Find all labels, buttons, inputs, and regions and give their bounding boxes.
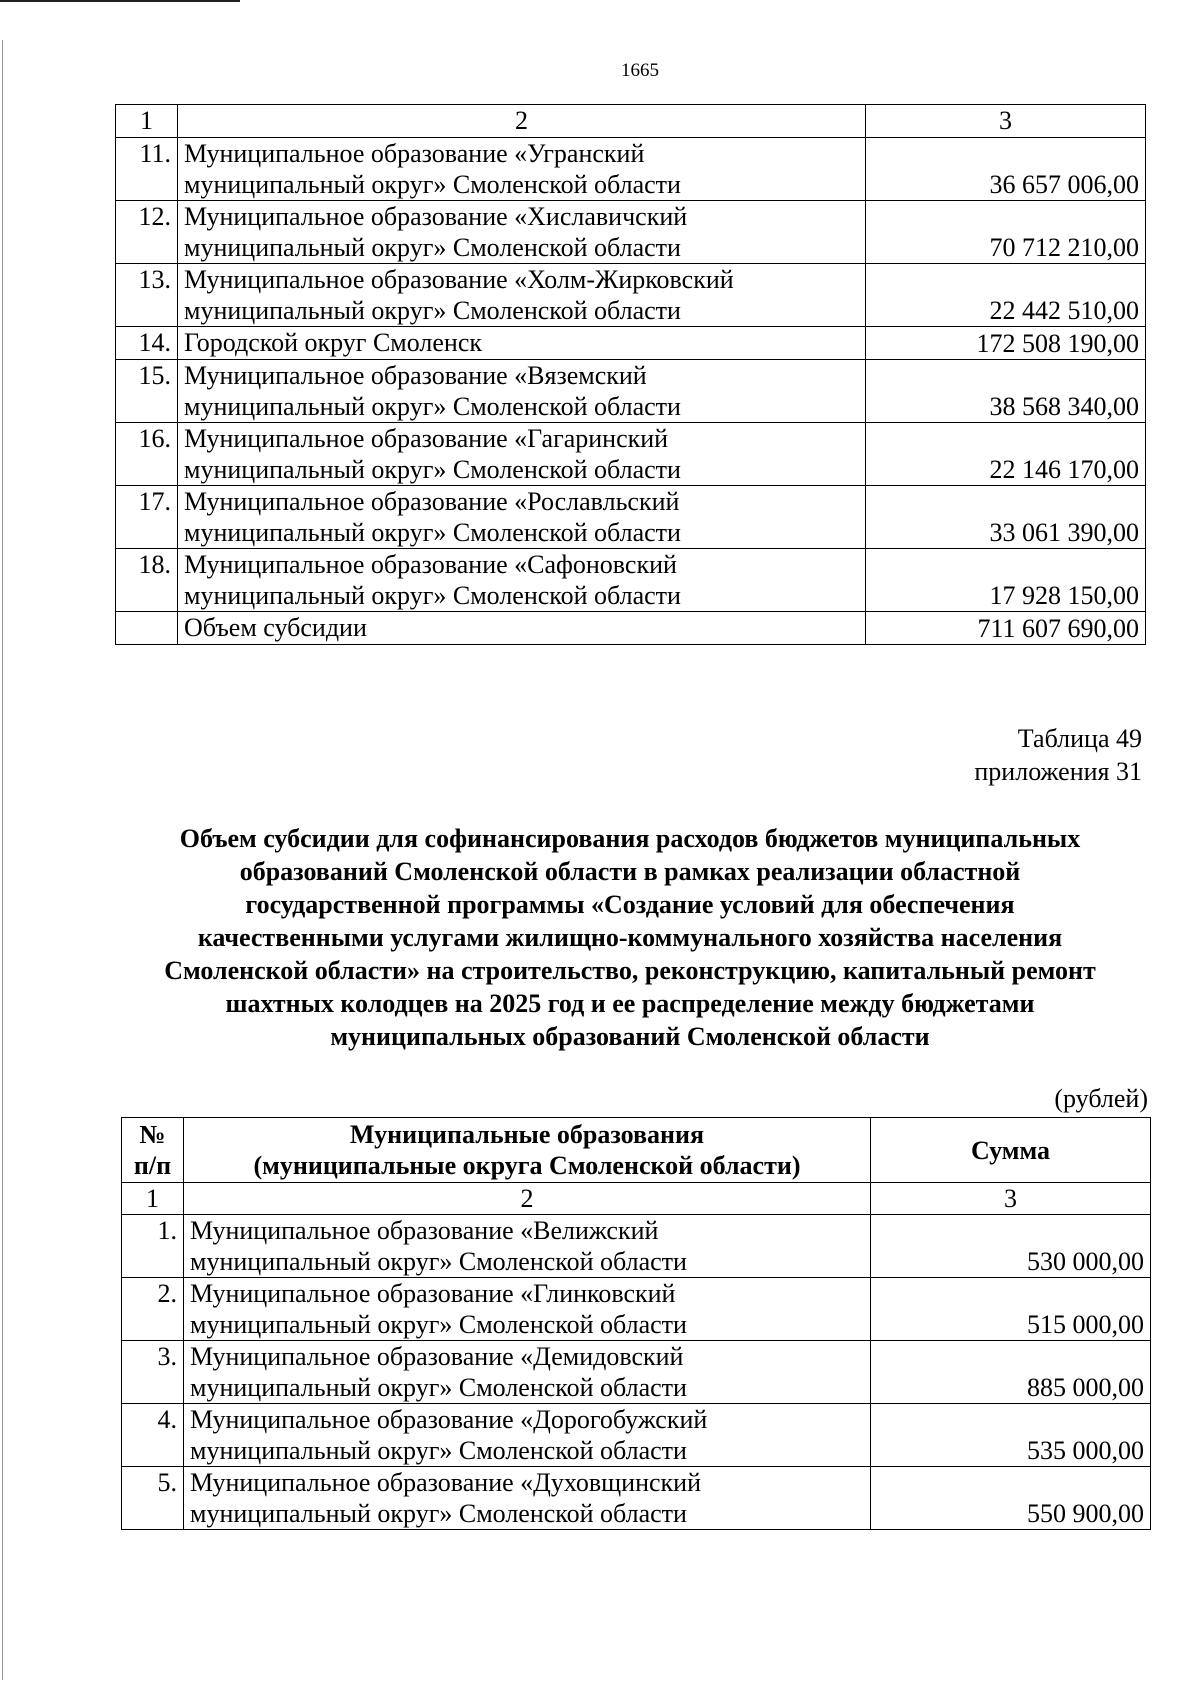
table-reference [974, 722, 1142, 788]
row-number: 15. [116, 360, 178, 423]
name-line-1: Муниципальное образование «Демидовский [190, 1342, 684, 1371]
title-line: муниципальных образований Смоленской области [330, 1022, 930, 1051]
municipality-name [184, 1404, 871, 1467]
table-row [122, 1404, 1151, 1467]
subsidy-table-49 [121, 1117, 1151, 1530]
municipality-name [184, 1467, 871, 1530]
municipality-name [184, 1215, 871, 1278]
column-header-municipality [184, 1118, 871, 1183]
table-row [122, 1341, 1151, 1404]
column-header-number-line-2: п/п [133, 1151, 172, 1180]
name-line-1: Муниципальное образование «Велижский [190, 1216, 659, 1245]
subsidy-amount: 17 928 150,00 [866, 549, 1146, 612]
total-amount: 711 607 690,00 [866, 612, 1146, 645]
municipality-name [184, 1341, 871, 1404]
column-header-sum: Сумма [871, 1118, 1151, 1183]
subsidy-amount: 38 568 340,00 [866, 360, 1146, 423]
units-label: (рублей) [1054, 1084, 1148, 1113]
name-line-2: муниципальный округ» Смоленской области [184, 455, 681, 484]
table-row [116, 486, 1146, 549]
subsidy-amount: 530 000,00 [871, 1215, 1151, 1278]
row-number: 5. [122, 1467, 184, 1530]
name-line-2: муниципальный округ» Смоленской области [184, 296, 681, 325]
row-number: 18. [116, 549, 178, 612]
name-line-2: муниципальный округ» Смоленской области [190, 1499, 687, 1528]
name-line-2: муниципальный округ» Смоленской области [190, 1310, 687, 1339]
row-number: 14. [116, 327, 178, 360]
subsidy-amount: 535 000,00 [871, 1404, 1151, 1467]
municipality-name [184, 1278, 871, 1341]
municipality-name [178, 138, 866, 201]
municipality-name: Городской округ Смоленск [178, 327, 866, 360]
row-number: 4. [122, 1404, 184, 1467]
title-line: Объем субсидии для софинансирования расходов бюджетов муниципальных [179, 824, 1081, 853]
scan-edge-top [0, 0, 240, 2]
total-label: Объем субсидии [178, 612, 866, 645]
name-line-2: муниципальный округ» Смоленской области [190, 1247, 687, 1276]
subsidy-amount: 36 657 006,00 [866, 138, 1146, 201]
column-index-3: 3 [871, 1183, 1151, 1215]
municipality-name [178, 549, 866, 612]
subsidy-amount: 550 900,00 [871, 1467, 1151, 1530]
row-number: 11. [116, 138, 178, 201]
column-index-row [122, 1183, 1151, 1215]
total-number-cell [116, 612, 178, 645]
name-line-2: муниципальный округ» Смоленской области [184, 170, 681, 199]
subsidy-amount: 33 061 390,00 [866, 486, 1146, 549]
municipality-name [178, 264, 866, 327]
row-number: 2. [122, 1278, 184, 1341]
row-number: 16. [116, 423, 178, 486]
name-line-1: Муниципальное образование «Дорогобужский [190, 1405, 708, 1434]
name-line-2: муниципальный округ» Смоленской области [190, 1436, 687, 1465]
column-index-3: 3 [866, 105, 1146, 138]
table-row [116, 201, 1146, 264]
appendix-number: приложения 31 [974, 757, 1142, 786]
column-index-1: 1 [116, 105, 178, 138]
column-index-row [116, 105, 1146, 138]
name-line-2: муниципальный округ» Смоленской области [184, 518, 681, 547]
table-header-row [122, 1118, 1151, 1183]
table-number: Таблица 49 [1017, 724, 1142, 753]
name-line-1: Муниципальное образование «Вяземский [184, 361, 647, 390]
table-row [122, 1215, 1151, 1278]
title-line: шахтных колодцев на 2025 год и ее распределение между бюджетами [225, 989, 1035, 1018]
table-row [116, 423, 1146, 486]
table-row [122, 1467, 1151, 1530]
title-line: образований Смоленской области в рамках реализации областной [239, 857, 1021, 886]
municipality-name [178, 486, 866, 549]
row-number: 13. [116, 264, 178, 327]
subsidy-amount: 22 146 170,00 [866, 423, 1146, 486]
name-line-1: Муниципальное образование «Духовщинский [190, 1468, 702, 1497]
name-line-1: Муниципальное образование «Гагаринский [184, 424, 669, 453]
subsidy-amount: 515 000,00 [871, 1278, 1151, 1341]
name-line-1: Муниципальное образование «Холм-Жирковский [184, 265, 734, 294]
table-row [116, 138, 1146, 201]
row-number: 3. [122, 1341, 184, 1404]
name-line-2: муниципальный округ» Смоленской области [184, 581, 681, 610]
page-number: 1665 [621, 60, 659, 81]
name-line-2: муниципальный округ» Смоленской области [184, 392, 681, 421]
name-line-1: Муниципальное образование «Глинковский [190, 1279, 676, 1308]
table-row [116, 264, 1146, 327]
total-row [116, 612, 1146, 645]
title-line: Смоленской области» на строительство, реконструкцию, капитальный ремонт [164, 956, 1096, 985]
column-index-2: 2 [184, 1183, 871, 1215]
name-line-1: Муниципальное образование «Хиславичский [184, 202, 688, 231]
name-line-1: Муниципальное образование «Рославльский [184, 487, 680, 516]
table-row [116, 360, 1146, 423]
subsidy-amount: 172 508 190,00 [866, 327, 1146, 360]
row-number: 1. [122, 1215, 184, 1278]
title-line: государственной программы «Создание условий для обеспечения [245, 890, 1015, 919]
scan-edge-left [2, 40, 3, 1680]
name-line-2: муниципальный округ» Смоленской области [184, 233, 681, 262]
subsidy-table-continued [115, 104, 1146, 645]
title-line: качественными услугами жилищно-коммунального хозяйства населения [197, 923, 1063, 952]
row-number: 12. [116, 201, 178, 264]
column-header-municipality-line-1: Муниципальные образования [349, 1120, 705, 1149]
column-index-1: 1 [122, 1183, 184, 1215]
document-title [100, 822, 1160, 1053]
table-row [116, 549, 1146, 612]
column-header-number [122, 1118, 184, 1183]
table-row [116, 327, 1146, 360]
column-header-number-line-1: № [139, 1120, 166, 1149]
row-number: 17. [116, 486, 178, 549]
municipality-name [178, 423, 866, 486]
table-row [122, 1278, 1151, 1341]
subsidy-amount: 70 712 210,00 [866, 201, 1146, 264]
municipality-name [178, 360, 866, 423]
name-line-2: муниципальный округ» Смоленской области [190, 1373, 687, 1402]
name-line-1: Муниципальное образование «Угранский [184, 139, 645, 168]
column-index-2: 2 [178, 105, 866, 138]
name-line-1: Муниципальное образование «Сафоновский [184, 550, 677, 579]
subsidy-amount: 22 442 510,00 [866, 264, 1146, 327]
column-header-municipality-line-2: (муниципальные округа Смоленской области) [253, 1151, 801, 1180]
subsidy-amount: 885 000,00 [871, 1341, 1151, 1404]
municipality-name [178, 201, 866, 264]
